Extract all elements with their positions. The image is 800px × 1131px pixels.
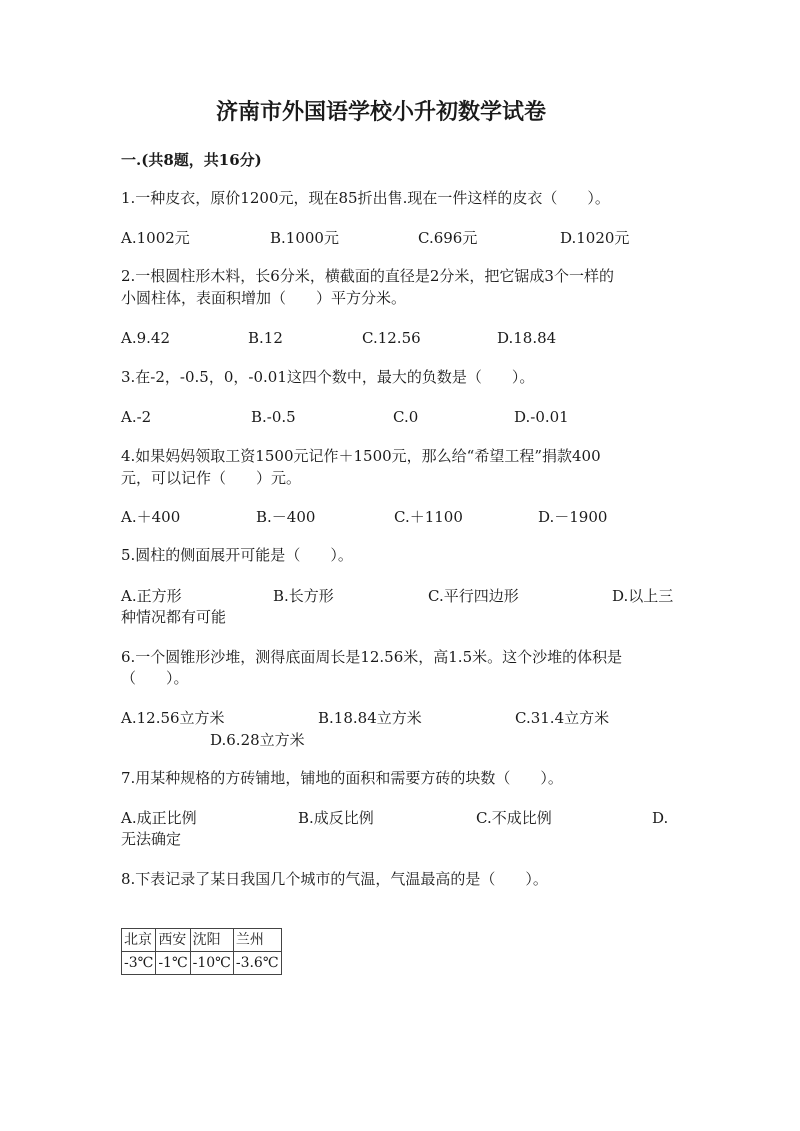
city-cell-xian: 西安 (156, 929, 190, 952)
question-5-text: 5.圆柱的侧面展开可能是（ ）。 (121, 546, 353, 564)
q1-option-d: D.1020元 (560, 229, 630, 247)
question-2-text: 2.一根圆柱形木料，长6分米，横截面的直径是2分米，把它锯成3个一样的 (121, 267, 614, 285)
q1-option-a: A.1002元 (121, 229, 190, 247)
q4-option-d: D.－1900 (538, 508, 608, 526)
temp-cell-xian: -1℃ (156, 952, 190, 975)
q3-option-a: A.-2 (121, 408, 152, 426)
question-7-text: 7.用某种规格的方砖铺地，铺地的面积和需要方砖的块数（ ）。 (121, 769, 563, 787)
q7-option-d: D. (652, 809, 669, 827)
q5-option-a: A.正方形 (121, 587, 182, 605)
q2-option-b: B.12 (248, 329, 283, 347)
q6-option-c: C.31.4立方米 (515, 709, 610, 727)
q6-option-a: A.12.56立方米 (121, 709, 225, 727)
table-row-cities (122, 929, 282, 952)
q2-option-a: A.9.42 (121, 329, 170, 347)
q2-option-c: C.12.56 (362, 329, 421, 347)
q5-option-d: D.以上三 (612, 587, 674, 605)
q1-option-b: B.1000元 (270, 229, 339, 247)
q2-option-d: D.18.84 (497, 329, 557, 347)
city-cell-beijing: 北京 (122, 929, 156, 952)
temp-cell-beijing: -3℃ (122, 952, 156, 975)
q4-option-b: B.－400 (256, 508, 316, 526)
question-4-text: 4.如果妈妈领取工资1500元记作＋1500元，那么给“希望工程”捐款400 (121, 447, 601, 465)
temperature-table (121, 928, 282, 975)
question-2-text-cont: 小圆柱体，表面积增加（ ）平方分米。 (121, 289, 407, 307)
section-header: 一.(共8题，共16分) (121, 151, 262, 169)
question-3-text: 3.在-2，-0.5，0，-0.01这四个数中，最大的负数是（ ）。 (121, 368, 535, 386)
q3-option-b: B.-0.5 (251, 408, 296, 426)
q7-option-c: C.不成比例 (476, 809, 552, 827)
q4-option-c: C.＋1100 (394, 508, 463, 526)
temp-cell-lanzhou: -3.6℃ (233, 952, 281, 975)
question-8-text: 8.下表记录了某日我国几个城市的气温，气温最高的是（ ）。 (121, 870, 548, 888)
city-cell-shenyang: 沈阳 (190, 929, 233, 952)
q7-option-b: B.成反比例 (298, 809, 374, 827)
q1-option-c: C.696元 (418, 229, 478, 247)
q7-option-d-cont: 无法确定 (121, 830, 182, 848)
table-row-temps (122, 952, 282, 975)
q5-option-c: C.平行四边形 (428, 587, 519, 605)
q3-option-c: C.0 (393, 408, 419, 426)
q6-option-b: B.18.84立方米 (318, 709, 422, 727)
q6-option-d: D.6.28立方米 (210, 731, 305, 749)
page-title: 济南市外国语学校小升初数学试卷 (216, 99, 547, 125)
city-cell-lanzhou: 兰州 (233, 929, 281, 952)
question-6-text: 6.一个圆锥形沙堆，测得底面周长是12.56米，高1.5米。这个沙堆的体积是 (121, 648, 623, 666)
q5-option-b: B.长方形 (273, 587, 334, 605)
question-6-text-cont: （ ）。 (121, 669, 189, 687)
q3-option-d: D.-0.01 (514, 408, 569, 426)
q4-option-a: A.＋400 (121, 508, 181, 526)
q5-option-d-cont: 种情况都有可能 (121, 608, 227, 626)
temp-cell-shenyang: -10℃ (190, 952, 233, 975)
q7-option-a: A.成正比例 (121, 809, 197, 827)
question-1-text: 1.一种皮衣，原价1200元，现在85折出售.现在一件这样的皮衣（ ）。 (121, 189, 610, 207)
question-4-text-cont: 元，可以记作（ ）元。 (121, 469, 302, 487)
